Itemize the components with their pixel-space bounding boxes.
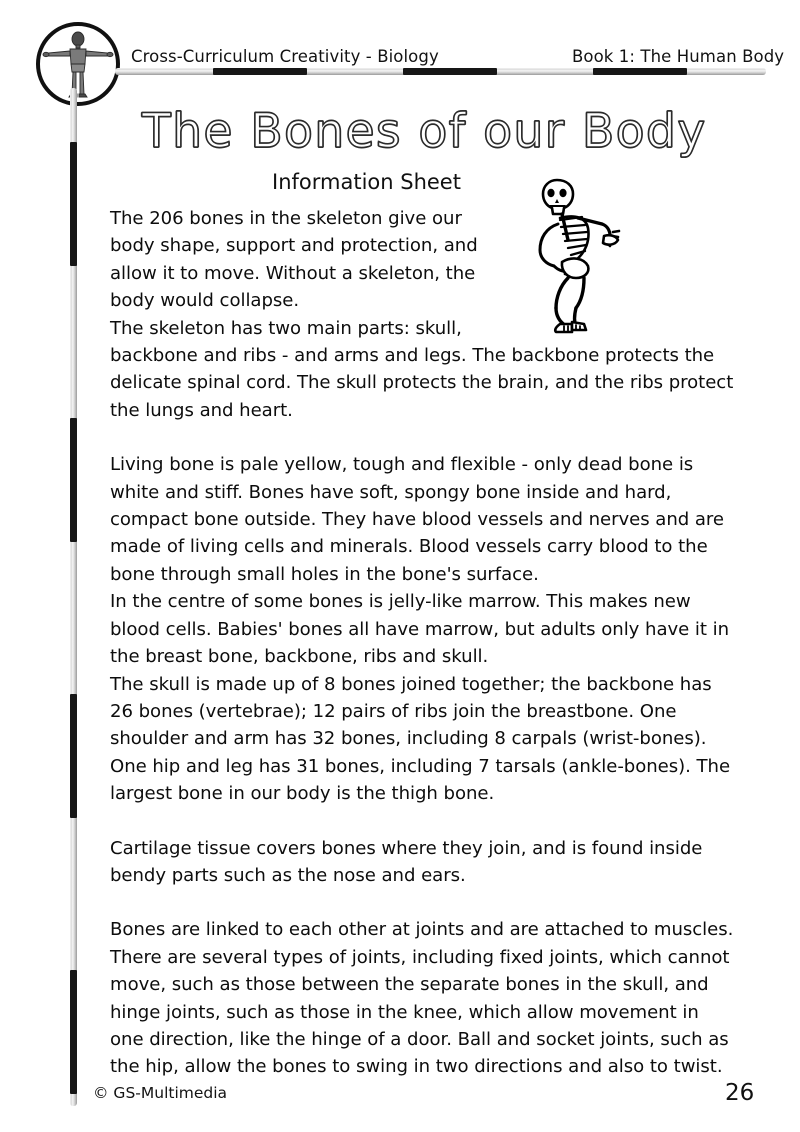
paragraph-intro-narrow: The 206 bones in the skeleton give our body shape, support and protection, and allow it to move. Without a skeleton, the body would collapse. (110, 208, 478, 312)
footer-page-number: 26 (725, 1080, 755, 1106)
page-header (0, 0, 800, 100)
left-margin-rule (70, 88, 77, 1106)
paragraph-joints: Bones are linked to each other at joints and are attached to muscles. There are several types of joints, including fixed joints, which cannot move, such as those between the separate bones in the skull, and hinge joints, such as those in the knee, which allow movement in one direction, like the hinge of a door. Ball and socket joints, such as the hip, allow the bones to swing in two directions and also to twist. (110, 919, 734, 1078)
paragraph-bone-structure: Living bone is pale yellow, tough and flexible - only dead bone is white and stiff. Bones have soft, spongy bone inside and hard, compact bone outside. They have blood vessels and nerves and are made of living cells and minerals. Blood vessels carry blood to the bone through small holes in the bone's surface. (110, 454, 725, 585)
page-title: The Bones of our Body (142, 104, 707, 159)
header-right-text: Book 1: The Human Body (572, 47, 785, 66)
paragraph-spacer-3 (110, 889, 734, 916)
information-sheet-body (110, 205, 734, 1081)
paragraph-spacer (110, 424, 734, 451)
vitruvian-man-icon (36, 22, 120, 106)
paragraph-intro-wide: backbone and ribs - and arms and legs. The backbone protects the delicate spinal cord. The skull protects the brain, and the ribs protect the lungs and heart. (110, 345, 734, 421)
header-divider-rule (115, 68, 766, 75)
paragraph-spacer-2 (110, 808, 734, 835)
paragraph-bone-counts: The skull is made up of 8 bones joined together; the backbone has 26 bones (vertebrae); 12 pairs of ribs join the breastbone. One shoulder and arm has 32 bones, including 8 carpals (wrist-bones). One hip and leg has 31 bones, including 7 tarsals (ankle-bones). The largest bone in our body is the thigh bone. (110, 673, 731, 805)
paragraph-intro-narrow-2: The skeleton has two main parts: skull, (110, 317, 462, 339)
footer-copyright: © GS-Multimedia (93, 1084, 228, 1102)
paragraph-cartilage: Cartilage tissue covers bones where they join, and is found inside bendy parts such as the nose and ears. (110, 837, 703, 886)
page-subtitle: Information Sheet (272, 170, 461, 194)
paragraph-marrow: In the centre of some bones is jelly-like marrow. This makes new blood cells. Babies' bones all have marrow, but adults only have it in the breast bone, backbone, ribs and skull. (110, 591, 730, 668)
header-left-text: Cross-Curriculum Creativity - Biology (131, 47, 439, 66)
